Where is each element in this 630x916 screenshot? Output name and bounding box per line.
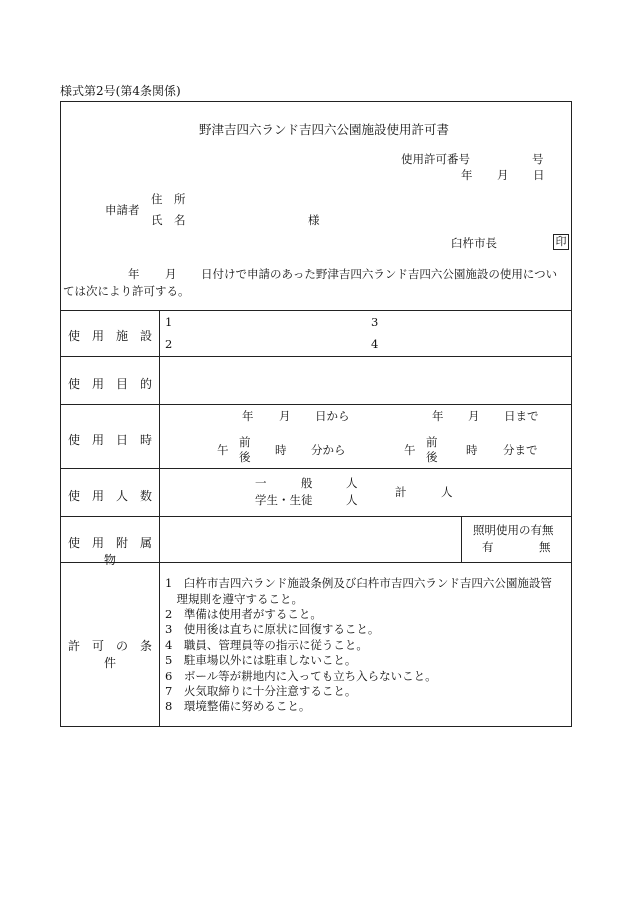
students-label: 学生・生徒 bbox=[255, 493, 313, 507]
general-label: 一 般 bbox=[255, 476, 313, 490]
equipment-divider bbox=[461, 516, 462, 562]
intro-year: 年 bbox=[128, 267, 140, 281]
from-minute: 分から bbox=[311, 443, 346, 457]
facility-item-3: 3 bbox=[371, 315, 379, 329]
issuer-title: 臼杵市長 bbox=[451, 236, 497, 250]
intro-line2: ては次により許可する。 bbox=[63, 284, 190, 298]
condition-item: 5 駐車場以外には駐車しないこと。 bbox=[165, 653, 357, 667]
condition-item: 1 臼杵市吉四六ランド施設条例及び臼杵市吉四六ランド吉四六公園施設管 bbox=[165, 576, 552, 590]
purpose-label: 使 用 目 的 bbox=[67, 377, 152, 391]
label-column-divider bbox=[159, 310, 160, 726]
from-day: 日から bbox=[315, 409, 350, 423]
to-gogo: 後 bbox=[426, 450, 438, 464]
row-divider bbox=[61, 356, 571, 357]
seal-stamp: 印 bbox=[553, 234, 569, 250]
date-year: 年 bbox=[461, 168, 473, 182]
datetime-label: 使 用 日 時 bbox=[67, 433, 152, 447]
from-hour: 時 bbox=[275, 443, 287, 457]
from-month: 月 bbox=[279, 409, 291, 423]
students-unit: 人 bbox=[346, 493, 358, 507]
people-label: 使 用 人 数 bbox=[67, 489, 152, 503]
row-divider bbox=[61, 516, 571, 517]
total-unit: 人 bbox=[441, 485, 453, 499]
date-month: 月 bbox=[497, 168, 509, 182]
facility-item-1: 1 bbox=[165, 315, 173, 329]
honorific: 様 bbox=[308, 213, 320, 227]
form-label: 様式第2号(第4条関係) bbox=[60, 84, 181, 98]
equipment-label: 使 用 附 属 物 bbox=[67, 536, 165, 567]
from-go: 午 bbox=[217, 443, 229, 457]
date-day: 日 bbox=[533, 168, 545, 182]
from-gozen: 前 bbox=[239, 435, 251, 449]
facility-item-2: 2 bbox=[165, 337, 173, 351]
condition-item: 8 環境整備に努めること。 bbox=[165, 699, 311, 713]
intro-month: 月 bbox=[165, 267, 177, 281]
condition-item: 4 職員、管理員等の指示に従うこと。 bbox=[165, 638, 368, 652]
name-label: 氏 名 bbox=[151, 213, 186, 227]
lighting-no: 無 bbox=[539, 540, 551, 554]
from-gogo: 後 bbox=[239, 450, 251, 464]
form-title: 野津吉四六ランド吉四六公園施設使用許可書 bbox=[199, 122, 450, 137]
applicant-label: 申請者 bbox=[105, 203, 140, 217]
to-go: 午 bbox=[404, 443, 416, 457]
condition-item: 理規則を遵守すること。 bbox=[165, 592, 303, 606]
general-unit: 人 bbox=[346, 476, 358, 490]
from-year: 年 bbox=[242, 409, 254, 423]
to-day: 日まで bbox=[504, 409, 539, 423]
permit-number-label: 使用許可番号 bbox=[401, 152, 470, 166]
to-minute: 分まで bbox=[503, 443, 538, 457]
permit-form bbox=[60, 101, 572, 727]
permit-number-suffix: 号 bbox=[532, 152, 544, 166]
row-divider bbox=[61, 404, 571, 405]
condition-item: 3 使用後は直ちに原状に回復すること。 bbox=[165, 622, 380, 636]
facility-label: 使 用 施 設 bbox=[67, 329, 152, 343]
to-month: 月 bbox=[468, 409, 480, 423]
to-hour: 時 bbox=[466, 443, 478, 457]
condition-item: 7 火気取締りに十分注意すること。 bbox=[165, 684, 357, 698]
facility-item-4: 4 bbox=[371, 337, 379, 351]
condition-item: 6 ボール等が耕地内に入っても立ち入らないこと。 bbox=[165, 669, 437, 683]
total-label: 計 bbox=[395, 485, 407, 499]
to-year: 年 bbox=[432, 409, 444, 423]
row-divider bbox=[61, 468, 571, 469]
address-label: 住 所 bbox=[151, 192, 186, 206]
conditions-label: 許 可 の 条 件 bbox=[67, 639, 165, 670]
lighting-label: 照明使用の有無 bbox=[473, 523, 554, 537]
condition-item: 2 準備は使用者がすること。 bbox=[165, 607, 322, 621]
lighting-yes: 有 bbox=[482, 540, 494, 554]
row-divider bbox=[61, 310, 571, 311]
to-gozen: 前 bbox=[426, 435, 438, 449]
intro-line1: 日付けで申請のあった野津吉四六ランド吉四六公園施設の使用につい bbox=[201, 267, 558, 281]
